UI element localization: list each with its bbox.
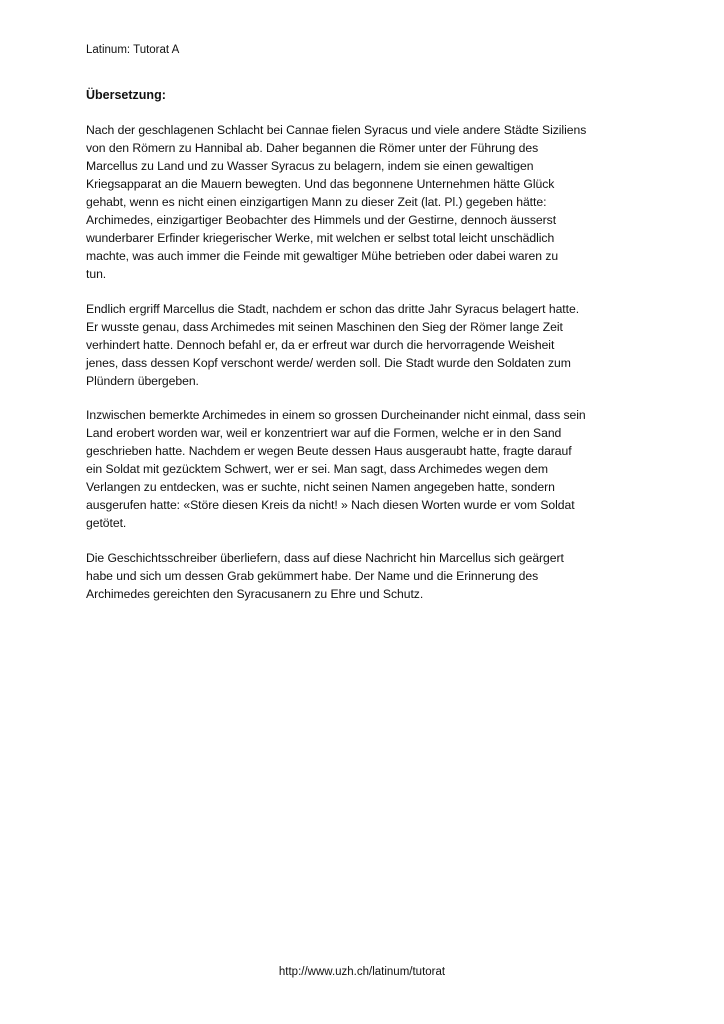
text-line: habe und sich um dessen Grab gekümmert habe. Der Name und die Erinnerung des [86, 569, 539, 583]
page-footer-url: http://www.uzh.ch/latinum/tutorat [278, 966, 446, 978]
text-line: jenes, dass dessen Kopf verschont werde/ werden soll. Die Stadt wurde den Soldaten zum [86, 356, 571, 370]
text-line: getötet. [86, 516, 127, 530]
text-line: ein Soldat mit gezücktem Schwert, wer er sei. Man sagt, dass Archimedes wegen dem [86, 462, 548, 476]
text-line: tun. [86, 267, 107, 281]
text-line: verhindert hatte. Dennoch befahl er, da er erfreut war durch die hervorragende Weisheit [86, 338, 555, 352]
text-line: Plündern übergeben. [86, 374, 199, 388]
text-line: machte, was auch immer die Feinde mit gewaltiger Mühe betrieben oder dabei waren zu [86, 249, 559, 263]
text-line: Marcellus zu Land und zu Wasser Syracus zu belagern, indem sie einen gewaltigen [86, 159, 534, 173]
paragraph-3 [86, 406, 642, 532]
text-line: Endlich ergriff Marcellus die Stadt, nachdem er schon das dritte Jahr Syracus belagert hatte. [86, 302, 580, 316]
text-line: Kriegsapparat an die Mauern bewegten. Und das begonnene Unternehmen hätte Glück [86, 177, 555, 191]
text-line: Nach der geschlagenen Schlacht bei Cannae fielen Syracus und viele andere Städte Siziliens [86, 123, 587, 137]
paragraph-4 [86, 549, 642, 603]
section-title: Übersetzung: [86, 88, 166, 102]
text-line: Land erobert worden war, weil er konzentriert war auf die Formen, welche er in den Sand [86, 426, 562, 440]
paragraph-2 [86, 300, 642, 390]
text-line: geschrieben hatte. Nachdem er wegen Beute dessen Haus ausgeraubt hatte, fragte darauf [86, 444, 572, 458]
text-line: Inzwischen bemerkte Archimedes in einem so grossen Durcheinander nicht einmal, dass sein [86, 408, 586, 422]
text-line: wunderbarer Erfinder kriegerischer Werke, mit welchen er selbst total leicht unschädlich [86, 231, 555, 245]
text-line: Die Geschichtsschreiber überliefern, dass auf diese Nachricht hin Marcellus sich geärgert [86, 551, 564, 565]
text-line: Verlangen zu entdecken, was er suchte, nicht seinen Namen angegeben hatte, sondern [86, 480, 555, 494]
text-line: Archimedes gereichten den Syracusanern zu Ehre und Schutz. [86, 587, 424, 601]
text-line: gehabt, wenn es nicht einen einzigartigen Mann zu dieser Zeit (lat. Pl.) gegeben hätte: [86, 195, 547, 209]
text-line: Er wusste genau, dass Archimedes mit seinen Maschinen den Sieg der Römer lange Zeit [86, 320, 563, 334]
page-header: Latinum: Tutorat A [86, 44, 180, 56]
paragraph-1 [86, 121, 642, 283]
text-line: ausgerufen hatte: «Störe diesen Kreis da nicht! » Nach diesen Worten wurde er vom Soldat [86, 498, 575, 512]
text-line: Archimedes, einzigartiger Beobachter des Himmels und der Gestirne, dennoch äusserst [86, 213, 557, 227]
text-line: von den Römern zu Hannibal ab. Daher begannen die Römer unter der Führung des [86, 141, 539, 155]
